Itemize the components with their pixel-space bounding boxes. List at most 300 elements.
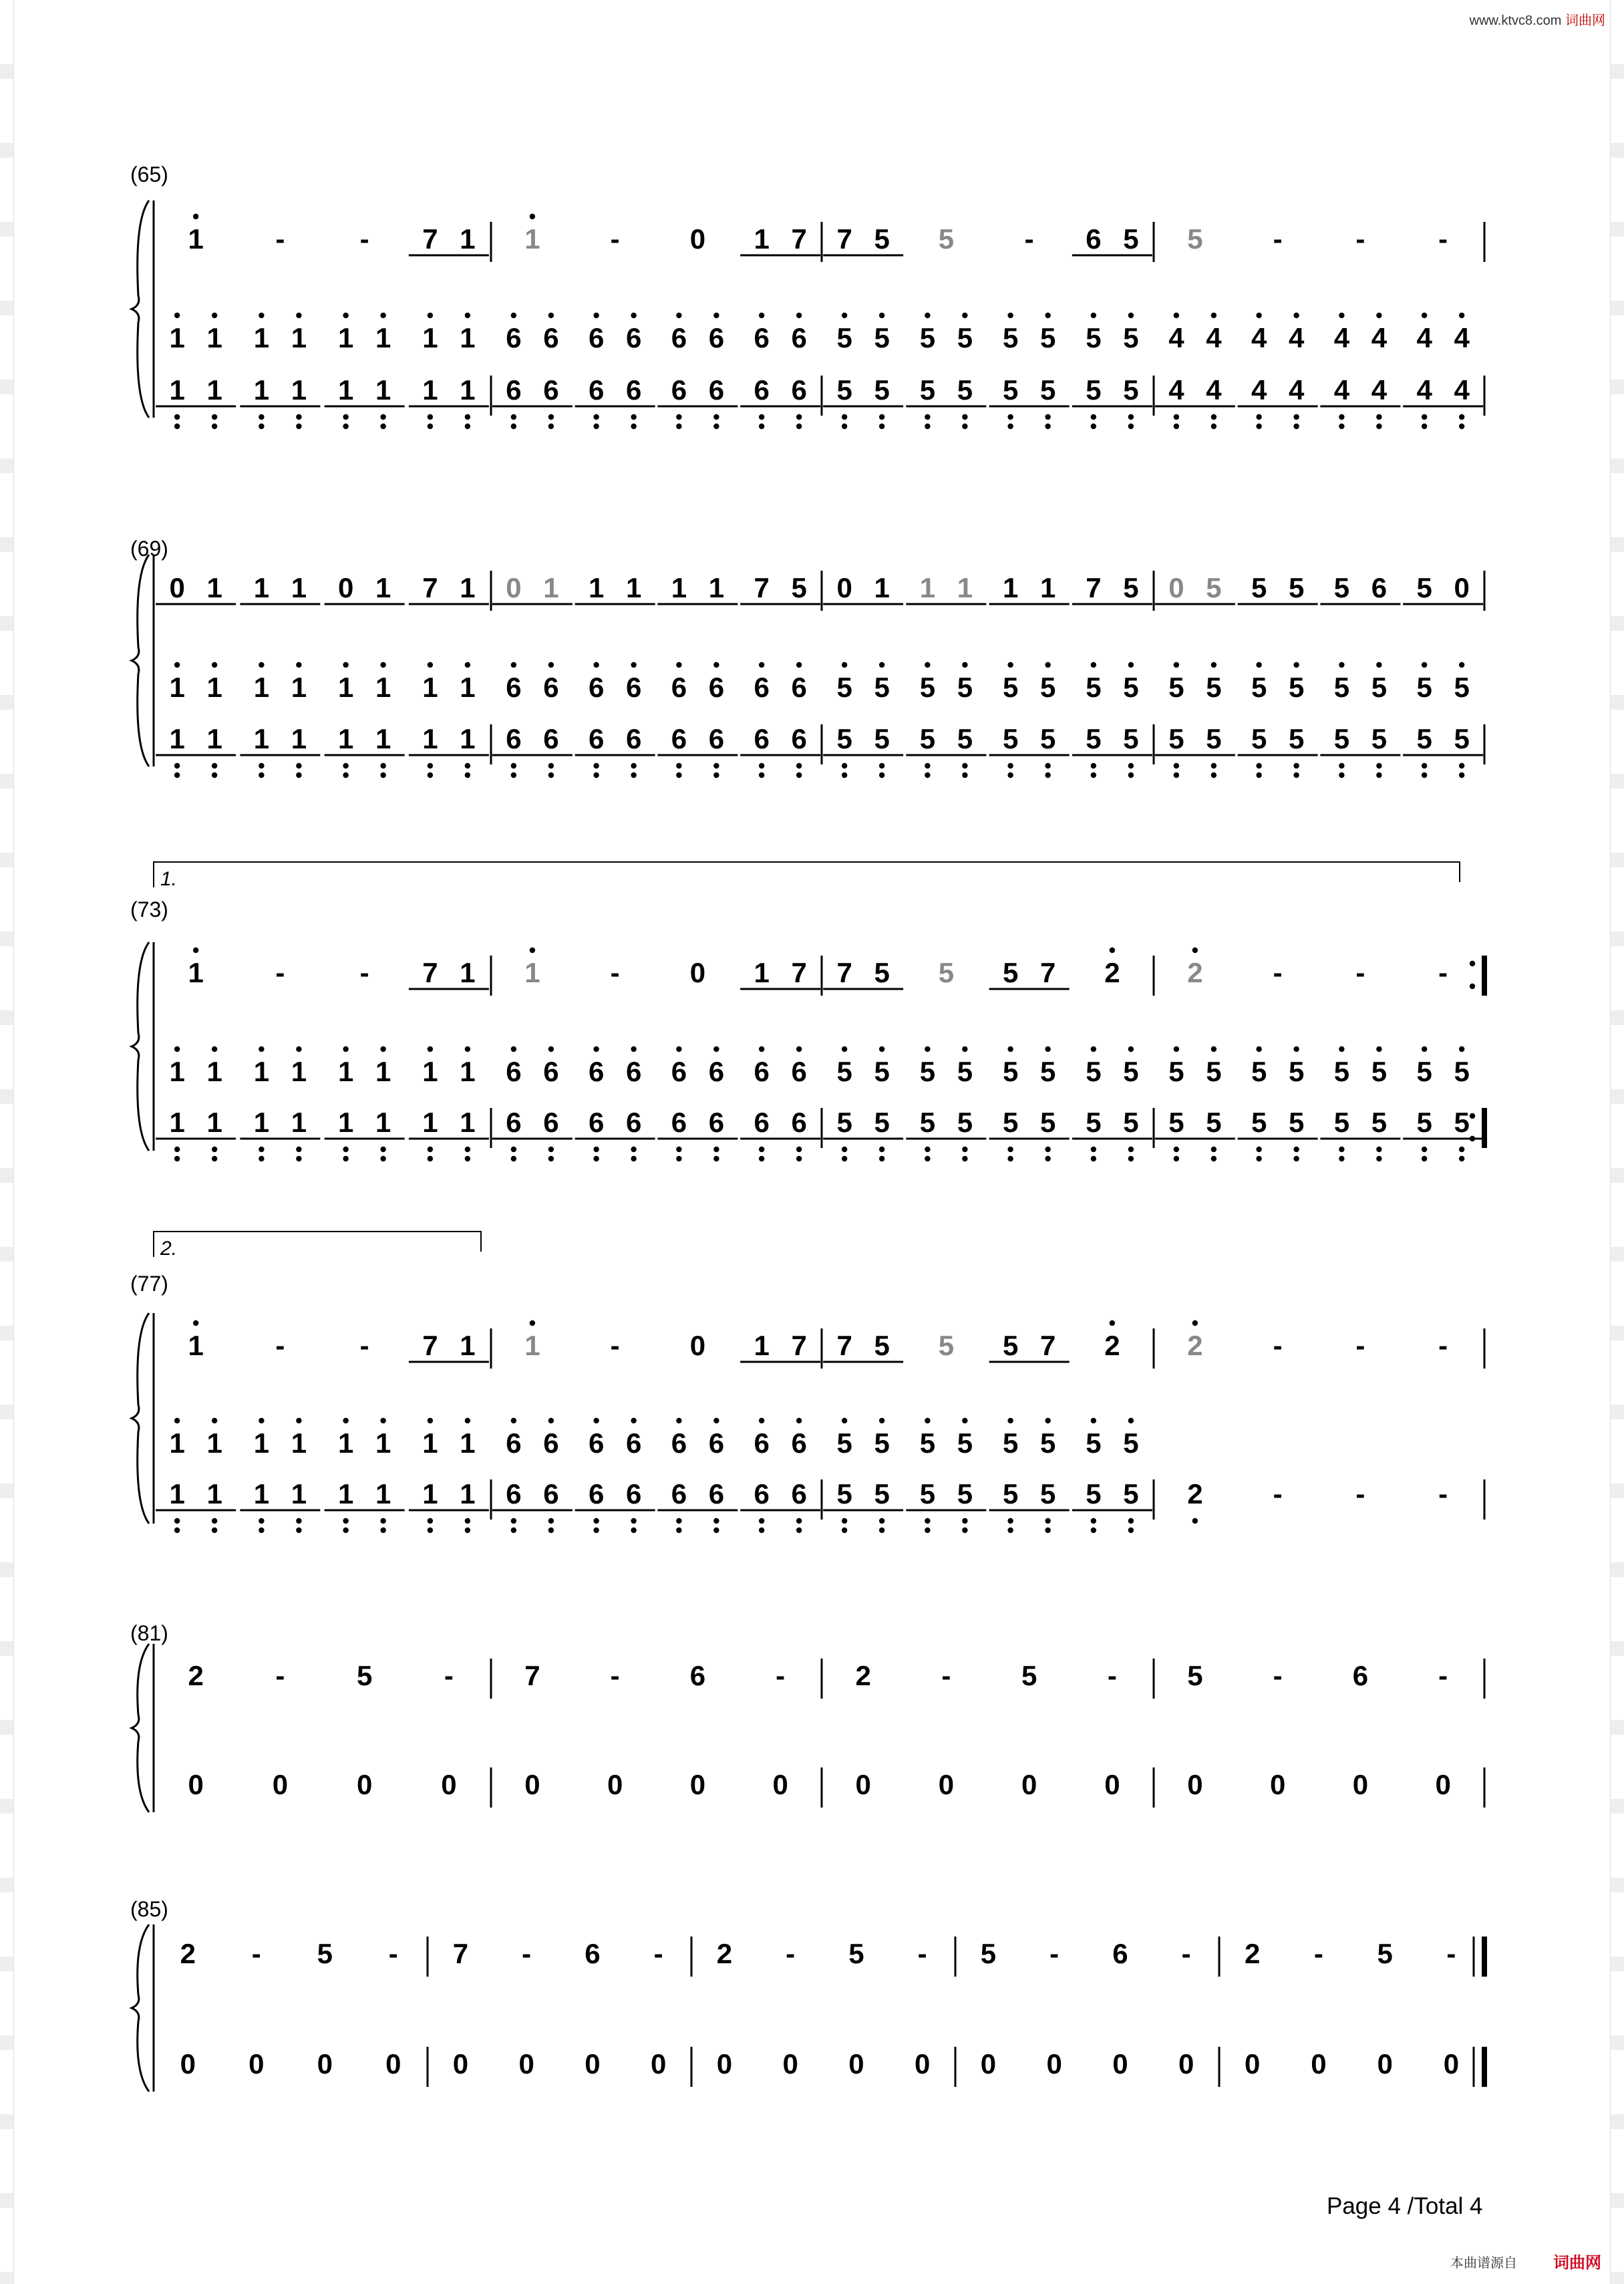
note: 0 [337, 572, 354, 603]
note: 1 [460, 223, 476, 255]
low-octave-dot [1045, 1156, 1050, 1161]
note: 6 [588, 723, 605, 754]
note: 6 [543, 672, 559, 703]
repeat-dot [1470, 984, 1475, 989]
note: 1 [206, 723, 222, 754]
high-octave-dot [925, 1418, 930, 1423]
low-octave-dot [343, 1528, 348, 1533]
measure-number: (69) [130, 537, 168, 561]
low-octave-dot [174, 1147, 180, 1152]
high-octave-dot [259, 1046, 264, 1052]
system-brace [132, 200, 149, 418]
low-octave-dot [465, 772, 470, 778]
low-octave-dot [259, 1528, 264, 1533]
note: 5 [1086, 723, 1102, 754]
note: 6 [625, 374, 642, 406]
note: 5 [1086, 672, 1102, 703]
low-octave-dot [879, 763, 884, 768]
low-octave-dot [465, 1528, 470, 1533]
low-octave-dot [796, 424, 802, 429]
low-octave-dot [796, 1147, 802, 1152]
high-octave-dot [842, 313, 847, 318]
low-octave-dot [1091, 1156, 1096, 1161]
low-octave-dot [676, 772, 681, 778]
note: 5 [836, 672, 852, 703]
note: 6 [754, 672, 770, 703]
low-octave-dot [842, 1156, 847, 1161]
page-number: Page 4 /Total 4 [1327, 2193, 1483, 2219]
note: 1 [460, 572, 476, 603]
note: 0 [650, 2048, 667, 2080]
system-4 [130, 1232, 1484, 1533]
note: 0 [452, 2048, 469, 2080]
note: 5 [1086, 1427, 1102, 1459]
low-octave-dot [1128, 414, 1134, 420]
low-octave-dot [1091, 763, 1096, 768]
note: - [653, 1938, 663, 1969]
note: 6 [506, 1478, 522, 1510]
low-octave-dot [428, 1528, 433, 1533]
volta-bracket [154, 1232, 481, 1260]
note: 4 [1333, 374, 1350, 406]
note: 7 [836, 957, 852, 988]
note: 5 [919, 322, 936, 353]
note: 7 [791, 957, 807, 988]
note: 6 [754, 1427, 770, 1459]
note: 6 [791, 1107, 807, 1138]
note: - [1355, 957, 1365, 988]
low-octave-dot [174, 763, 180, 768]
note: 6 [506, 672, 522, 703]
low-octave-dot [380, 414, 385, 420]
high-octave-dot [1110, 948, 1115, 953]
low-octave-dot [631, 1528, 636, 1533]
low-octave-dot [212, 1518, 217, 1524]
low-octave-dot [259, 414, 264, 420]
low-octave-dot [842, 772, 847, 778]
note: 5 [1039, 723, 1056, 754]
note: 5 [1123, 322, 1139, 353]
note: 1 [375, 672, 391, 703]
note: 6 [708, 1427, 725, 1459]
low-octave-dot [212, 414, 217, 420]
high-octave-dot [1422, 1046, 1427, 1052]
high-octave-dot [593, 313, 599, 318]
high-octave-dot [1007, 1046, 1013, 1052]
low-octave-dot [428, 1518, 433, 1524]
low-octave-dot [465, 414, 470, 420]
note: 5 [1454, 1107, 1470, 1138]
note: 0 [1168, 572, 1184, 603]
low-octave-dot [796, 1518, 802, 1524]
note: 5 [1454, 672, 1470, 703]
note: 4 [1416, 374, 1432, 406]
note: 5 [1454, 723, 1470, 754]
note: 6 [588, 1478, 605, 1510]
note: 6 [754, 1056, 770, 1087]
note: 5 [874, 1478, 890, 1510]
high-octave-dot [713, 1046, 719, 1052]
site-url[interactable]: www.ktvc8.com [1469, 13, 1562, 28]
note: 0 [1269, 1769, 1286, 1800]
low-octave-dot [548, 1147, 554, 1152]
low-octave-dot [212, 763, 217, 768]
low-octave-dot [428, 1147, 433, 1152]
low-octave-dot [1339, 414, 1344, 420]
note: 1 [708, 572, 725, 603]
high-octave-dot [548, 1046, 554, 1052]
low-octave-dot [1293, 414, 1299, 420]
high-octave-dot [879, 1418, 884, 1423]
low-octave-dot [1422, 772, 1427, 778]
high-octave-dot [1128, 1046, 1134, 1052]
high-octave-dot [713, 662, 719, 668]
low-octave-dot [296, 1518, 301, 1524]
low-octave-dot [1211, 763, 1216, 768]
note: - [1438, 957, 1448, 988]
note: 1 [206, 572, 222, 603]
note: - [1273, 1660, 1283, 1691]
note: - [1273, 1330, 1283, 1361]
high-octave-dot [759, 313, 764, 318]
low-octave-dot [1459, 763, 1464, 768]
note: 5 [919, 1056, 936, 1087]
high-octave-dot [759, 1046, 764, 1052]
high-octave-dot [212, 1046, 217, 1052]
high-octave-dot [1339, 662, 1344, 668]
note: 5 [874, 1427, 890, 1459]
high-octave-dot [1211, 313, 1216, 318]
low-octave-dot [796, 414, 802, 420]
volta-label: 2. [160, 1238, 178, 1260]
low-octave-dot [1007, 1528, 1013, 1533]
note: 1 [291, 1478, 307, 1510]
low-octave-dot [343, 424, 348, 429]
note: 1 [422, 374, 438, 406]
note: 5 [874, 723, 890, 754]
note: 7 [836, 223, 852, 255]
note: 6 [754, 1107, 770, 1138]
low-octave-dot [759, 763, 764, 768]
note: 6 [791, 322, 807, 353]
low-octave-dot [962, 414, 967, 420]
low-octave-dot [879, 1147, 884, 1152]
low-octave-dot [380, 763, 385, 768]
high-octave-dot [962, 1418, 967, 1423]
note: 1 [422, 1478, 438, 1510]
note: 5 [1002, 1330, 1019, 1361]
note: 5 [1251, 572, 1267, 603]
low-octave-dot [1293, 1156, 1299, 1161]
note: 5 [1086, 1478, 1102, 1510]
note: 0 [1104, 1769, 1120, 1800]
low-octave-dot [1045, 424, 1050, 429]
note: 0 [272, 1769, 289, 1800]
note: 6 [689, 1660, 706, 1691]
note: 0 [1178, 2048, 1194, 2080]
low-octave-dot [1376, 763, 1382, 768]
note: 6 [708, 672, 725, 703]
measure-number: (65) [130, 162, 168, 186]
low-octave-dot [925, 414, 930, 420]
note: 5 [957, 374, 973, 406]
low-octave-dot [1091, 772, 1096, 778]
note: 0 [169, 572, 185, 603]
low-octave-dot [343, 772, 348, 778]
volta-line [154, 1232, 481, 1257]
note: 5 [1371, 1056, 1388, 1087]
high-octave-dot [428, 1046, 433, 1052]
note: 6 [625, 672, 642, 703]
note: - [1024, 223, 1034, 255]
note: 1 [460, 374, 476, 406]
note: 1 [291, 572, 307, 603]
note: 1 [206, 1427, 222, 1459]
note: - [1446, 1938, 1456, 1969]
high-octave-dot [511, 1046, 516, 1052]
note: 5 [848, 1938, 864, 1969]
note: 5 [1039, 1478, 1056, 1510]
note: 1 [206, 322, 222, 353]
low-octave-dot [1007, 424, 1013, 429]
note: - [359, 957, 369, 988]
low-octave-dot [1256, 414, 1261, 420]
note: 6 [588, 374, 605, 406]
low-octave-dot [1459, 1147, 1464, 1152]
note: 0 [506, 572, 522, 603]
note: 5 [1002, 1427, 1019, 1459]
low-octave-dot [296, 414, 301, 420]
low-octave-dot [1422, 424, 1427, 429]
low-octave-dot [1376, 424, 1382, 429]
system-brace [132, 1924, 149, 2092]
low-octave-dot [259, 763, 264, 768]
low-octave-dot [631, 1156, 636, 1161]
note: 5 [874, 957, 890, 988]
low-octave-dot [842, 424, 847, 429]
note: 5 [1123, 1056, 1139, 1087]
high-octave-dot [962, 662, 967, 668]
low-octave-dot [1376, 1147, 1382, 1152]
high-octave-dot [1091, 1418, 1096, 1423]
low-octave-dot [380, 1528, 385, 1533]
note: 1 [524, 957, 540, 988]
low-octave-dot [548, 414, 554, 420]
measure-number: (81) [130, 1621, 168, 1645]
low-octave-dot [259, 1147, 264, 1152]
note: 5 [791, 572, 807, 603]
low-octave-dot [759, 1518, 764, 1524]
note: 6 [791, 723, 807, 754]
low-octave-dot [1376, 1156, 1382, 1161]
high-octave-dot [380, 1418, 385, 1423]
note: 1 [1002, 572, 1019, 603]
note: - [1438, 1660, 1448, 1691]
low-octave-dot [1007, 1156, 1013, 1161]
note: 1 [422, 1107, 438, 1138]
high-octave-dot [1211, 662, 1216, 668]
note: 5 [957, 322, 973, 353]
high-octave-dot [759, 662, 764, 668]
note: 1 [291, 672, 307, 703]
note: 5 [874, 374, 890, 406]
low-octave-dot [1211, 772, 1216, 778]
high-octave-dot [1045, 662, 1050, 668]
low-octave-dot [759, 424, 764, 429]
high-octave-dot [676, 313, 681, 318]
high-octave-dot [428, 662, 433, 668]
note: 5 [1039, 672, 1056, 703]
note: 7 [791, 1330, 807, 1361]
low-octave-dot [1174, 414, 1179, 420]
note: - [1355, 1330, 1365, 1361]
note: 5 [938, 1330, 955, 1361]
note: 2 [1187, 957, 1203, 988]
high-octave-dot [593, 1046, 599, 1052]
low-octave-dot [465, 1156, 470, 1161]
low-octave-dot [343, 1518, 348, 1524]
low-octave-dot [548, 763, 554, 768]
note: 6 [708, 374, 725, 406]
note: 6 [543, 322, 559, 353]
note: - [251, 1938, 261, 1969]
note: - [610, 1660, 620, 1691]
note: 6 [708, 1107, 725, 1138]
note: 5 [874, 1056, 890, 1087]
note: 5 [938, 957, 955, 988]
low-octave-dot [343, 414, 348, 420]
note: 5 [1086, 374, 1102, 406]
low-octave-dot [511, 1147, 516, 1152]
low-octave-dot [879, 772, 884, 778]
note: 6 [625, 1056, 642, 1087]
note: 6 [588, 1107, 605, 1138]
note: 1 [375, 723, 391, 754]
note: 4 [1168, 374, 1184, 406]
low-octave-dot [593, 1147, 599, 1152]
high-octave-dot [676, 662, 681, 668]
note: 0 [772, 1769, 788, 1800]
high-octave-dot [1376, 1046, 1382, 1052]
low-octave-dot [380, 424, 385, 429]
note: 0 [782, 2048, 798, 2080]
low-octave-dot [631, 424, 636, 429]
low-octave-dot [1128, 772, 1134, 778]
note: 1 [188, 223, 204, 255]
low-octave-dot [713, 1528, 719, 1533]
low-octave-dot [842, 1528, 847, 1533]
note: 0 [524, 1769, 540, 1800]
note: 5 [874, 322, 890, 353]
low-octave-dot [842, 1518, 847, 1524]
note: 6 [543, 374, 559, 406]
note: 5 [1333, 1107, 1350, 1138]
high-octave-dot [1376, 662, 1382, 668]
high-octave-dot [530, 214, 535, 219]
low-octave-dot [548, 772, 554, 778]
low-octave-dot [925, 1147, 930, 1152]
note: 0 [1454, 572, 1470, 603]
low-octave-dot [713, 763, 719, 768]
low-octave-dot [1174, 424, 1179, 429]
note: 1 [957, 572, 973, 603]
repeat-dot [1470, 961, 1475, 966]
high-octave-dot [1128, 313, 1134, 318]
low-octave-dot [343, 1147, 348, 1152]
high-octave-dot [962, 1046, 967, 1052]
note: 1 [253, 1427, 270, 1459]
high-octave-dot [879, 1046, 884, 1052]
note: 0 [1187, 1769, 1203, 1800]
note: 1 [337, 322, 354, 353]
low-octave-dot [174, 1518, 180, 1524]
note: 2 [855, 1660, 871, 1691]
note: 5 [1123, 1427, 1139, 1459]
low-octave-dot [1174, 1147, 1179, 1152]
note: 6 [708, 1478, 725, 1510]
note: 5 [317, 1938, 333, 1969]
note: 0 [585, 2048, 601, 2080]
note: 4 [1454, 374, 1470, 406]
note: 5 [957, 1107, 973, 1138]
low-octave-dot [842, 1147, 847, 1152]
low-octave-dot [1128, 763, 1134, 768]
low-octave-dot [879, 1528, 884, 1533]
note: 5 [874, 672, 890, 703]
note: 4 [1371, 374, 1388, 406]
note: 6 [625, 1478, 642, 1510]
note: - [359, 1330, 369, 1361]
note: 0 [980, 2048, 997, 2080]
low-octave-dot [212, 1528, 217, 1533]
site-logo[interactable]: 词曲网 [1553, 2254, 1601, 2272]
note: 1 [337, 1478, 354, 1510]
note: 1 [460, 322, 476, 353]
low-octave-dot [593, 424, 599, 429]
note: 1 [460, 1478, 476, 1510]
low-octave-dot [879, 1518, 884, 1524]
low-octave-dot [212, 1147, 217, 1152]
note: 5 [1002, 1107, 1019, 1138]
high-octave-dot [296, 1046, 301, 1052]
note: 4 [1371, 322, 1388, 353]
low-octave-dot [1045, 763, 1050, 768]
low-octave-dot [1091, 1528, 1096, 1533]
low-octave-dot [1459, 772, 1464, 778]
low-octave-dot [1128, 1518, 1134, 1524]
low-octave-dot [380, 772, 385, 778]
note: - [1438, 1330, 1448, 1361]
note: 6 [506, 723, 522, 754]
note: - [275, 1330, 285, 1361]
low-octave-dot [465, 1518, 470, 1524]
note: 5 [1288, 572, 1305, 603]
note: 5 [919, 1427, 936, 1459]
note: 6 [588, 322, 605, 353]
note: 5 [1288, 1056, 1305, 1087]
note: 6 [625, 723, 642, 754]
high-octave-dot [1045, 1418, 1050, 1423]
high-octave-dot [1174, 313, 1179, 318]
site-name[interactable]: 词曲网 [1565, 13, 1605, 28]
note: 1 [169, 374, 185, 406]
note: 0 [716, 2048, 733, 2080]
note: 7 [524, 1660, 540, 1691]
system-2 [130, 537, 1484, 778]
high-octave-dot [925, 1046, 930, 1052]
note: 6 [791, 1478, 807, 1510]
low-octave-dot [511, 772, 516, 778]
